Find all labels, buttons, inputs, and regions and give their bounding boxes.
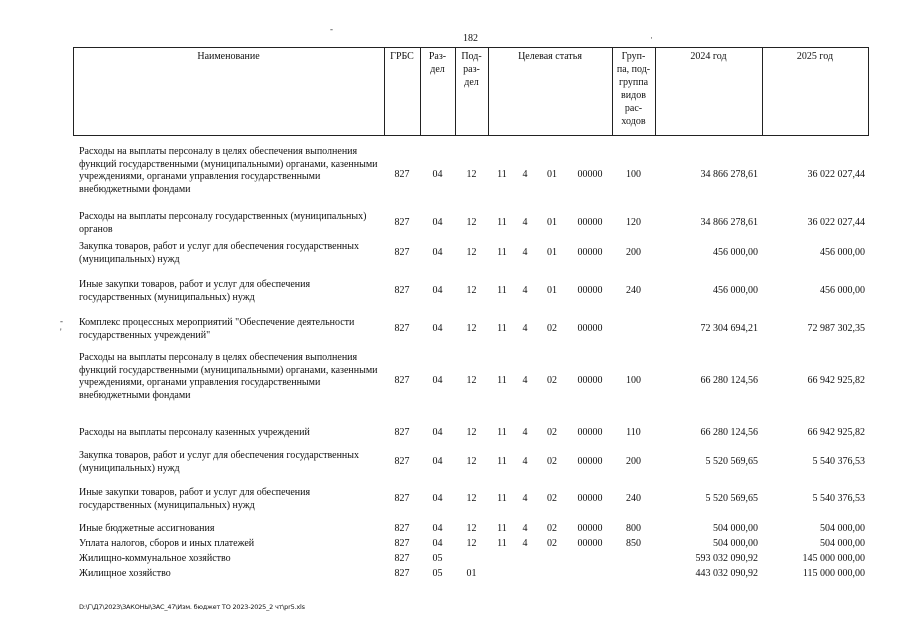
row-podrazdel: 12 xyxy=(466,217,477,228)
row-podrazdel: 12 xyxy=(466,247,477,258)
row-t1: 11 xyxy=(497,523,507,534)
row-podrazdel: 12 xyxy=(466,169,477,180)
row-name: Жилищно-коммунальное хозяйство xyxy=(79,553,231,564)
row-t2: 4 xyxy=(522,456,528,467)
row-name: Закупка товаров, работ и услуг для обеспечения государственных (муниципальных) нужд xyxy=(79,450,360,474)
row-t3: 01 xyxy=(547,217,557,228)
row-podrazdel: 12 xyxy=(466,538,477,549)
row-podrazdel: 12 xyxy=(466,323,477,334)
footer-file-path: D:\Г\Д7\2023\ЗАКОНЫ\ЗАС_47\Изм. бюджет ТО 2023-2025_2 чт\pr5.xls xyxy=(79,603,305,611)
table-row xyxy=(0,553,905,567)
row-group: 800 xyxy=(626,523,641,534)
row-2024-amount: 456 000,00 xyxy=(713,285,758,296)
row-2024-amount: 5 520 569,65 xyxy=(705,493,758,504)
row-t2: 4 xyxy=(522,323,528,334)
row-group: 240 xyxy=(626,493,641,504)
row-name: Расходы на выплаты персоналу в целях обеспечения выполнения функций государственными (муниципальными) органами, казенными учреждениями, органами управления государственными внебюджетными фондами xyxy=(79,352,378,401)
row-razdel: 04 xyxy=(432,493,443,504)
row-t4: 00000 xyxy=(577,169,603,180)
row-2025-amount: 5 540 376,53 xyxy=(812,456,865,467)
header-2024: 2024 год xyxy=(690,51,727,62)
row-grbs: 827 xyxy=(394,427,410,438)
row-2025-amount: 504 000,00 xyxy=(820,523,865,534)
row-2025-amount: 504 000,00 xyxy=(820,538,865,549)
table-row xyxy=(0,279,905,305)
row-2024-amount: 34 866 278,61 xyxy=(700,169,758,180)
row-2025-amount: 66 942 925,82 xyxy=(807,427,865,438)
row-razdel: 04 xyxy=(432,523,443,534)
row-t4: 00000 xyxy=(577,538,603,549)
row-t2: 4 xyxy=(522,538,528,549)
row-group: 100 xyxy=(626,169,641,180)
row-t1: 11 xyxy=(497,285,507,296)
table-row xyxy=(0,241,905,267)
table-row xyxy=(0,317,905,343)
row-grbs: 827 xyxy=(394,538,410,549)
row-group: 110 xyxy=(626,427,641,438)
row-t4: 00000 xyxy=(577,493,603,504)
row-t3: 01 xyxy=(547,247,557,258)
row-t1: 11 xyxy=(497,375,507,386)
row-grbs: 827 xyxy=(394,323,410,334)
scan-mark: - xyxy=(60,316,63,326)
row-2025-amount: 5 540 376,53 xyxy=(812,493,865,504)
row-grbs: 827 xyxy=(394,375,410,386)
row-razdel: 05 xyxy=(432,568,443,579)
table-row xyxy=(0,487,905,513)
row-t4: 00000 xyxy=(577,523,603,534)
row-2025-amount: 72 987 302,35 xyxy=(807,323,865,334)
row-t3: 02 xyxy=(547,523,557,534)
row-group: 200 xyxy=(626,247,641,258)
header-2025: 2025 год xyxy=(796,51,834,62)
row-name: Иные закупки товаров, работ и услуг для обеспечения государственных (муниципальных) нужд xyxy=(79,279,311,303)
row-2025-amount: 66 942 925,82 xyxy=(807,375,865,386)
table-row xyxy=(0,427,905,441)
row-2024-amount: 5 520 569,65 xyxy=(705,456,758,467)
row-t4: 00000 xyxy=(577,427,603,438)
row-t2: 4 xyxy=(522,285,528,296)
row-t1: 11 xyxy=(497,217,507,228)
row-t3: 02 xyxy=(547,538,557,549)
header-group: Груп- па, под- группа видов рас- ходов xyxy=(616,51,651,127)
row-grbs: 827 xyxy=(394,523,410,534)
row-t2: 4 xyxy=(522,217,528,228)
row-2025-amount: 115 000 000,00 xyxy=(802,568,865,579)
row-t3: 02 xyxy=(547,456,557,467)
row-t2: 4 xyxy=(522,375,528,386)
header-name: Наименование xyxy=(197,51,260,62)
row-t1: 11 xyxy=(497,427,507,438)
row-2024-amount: 72 304 694,21 xyxy=(700,323,758,334)
row-2025-amount: 456 000,00 xyxy=(820,247,865,258)
row-t2: 4 xyxy=(522,523,528,534)
row-razdel: 04 xyxy=(432,538,443,549)
table-row xyxy=(0,538,905,552)
row-t4: 00000 xyxy=(577,323,603,334)
row-2024-amount: 443 032 090,92 xyxy=(695,568,758,579)
table-top-border xyxy=(73,47,869,48)
row-podrazdel: 12 xyxy=(466,456,477,467)
row-t1: 11 xyxy=(497,456,507,467)
row-name: Иные бюджетные ассигнования xyxy=(79,523,215,534)
row-t3: 01 xyxy=(547,169,557,180)
row-2024-amount: 504 000,00 xyxy=(713,538,758,549)
header-razdel: Раз- дел xyxy=(428,51,447,75)
row-t1: 11 xyxy=(497,247,507,258)
row-t3: 02 xyxy=(547,375,557,386)
row-podrazdel: 12 xyxy=(466,493,477,504)
row-t2: 4 xyxy=(522,427,528,438)
row-group: 120 xyxy=(626,217,641,228)
row-t3: 02 xyxy=(547,493,557,504)
scan-mark: - xyxy=(330,24,333,34)
row-grbs: 827 xyxy=(394,568,410,579)
row-razdel: 04 xyxy=(432,456,443,467)
row-2024-amount: 593 032 090,92 xyxy=(695,553,758,564)
row-razdel: 04 xyxy=(432,247,443,258)
row-2024-amount: 456 000,00 xyxy=(713,247,758,258)
row-2025-amount: 456 000,00 xyxy=(820,285,865,296)
header-grbs: ГРБС xyxy=(390,51,414,62)
row-t2: 4 xyxy=(522,169,528,180)
row-t2: 4 xyxy=(522,247,528,258)
row-t2: 4 xyxy=(522,493,528,504)
row-grbs: 827 xyxy=(394,553,410,564)
row-podrazdel: 01 xyxy=(466,568,477,579)
row-t4: 00000 xyxy=(577,285,603,296)
row-2024-amount: 34 866 278,61 xyxy=(700,217,758,228)
scan-mark: ' xyxy=(60,327,62,337)
row-2025-amount: 145 000 000,00 xyxy=(802,553,865,564)
row-t4: 00000 xyxy=(577,456,603,467)
scan-mark: · xyxy=(650,33,653,43)
row-name: Уплата налогов, сборов и иных платежей xyxy=(79,538,255,549)
row-razdel: 04 xyxy=(432,375,443,386)
row-group: 200 xyxy=(626,456,641,467)
row-grbs: 827 xyxy=(394,169,410,180)
row-t1: 11 xyxy=(497,323,507,334)
table-row xyxy=(0,568,905,582)
row-name: Расходы на выплаты персоналу казенных учреждений xyxy=(79,427,310,438)
row-grbs: 827 xyxy=(394,456,410,467)
row-razdel: 05 xyxy=(432,553,443,564)
row-podrazdel: 12 xyxy=(466,427,477,438)
row-group: 850 xyxy=(626,538,641,549)
row-2024-amount: 504 000,00 xyxy=(713,523,758,534)
row-razdel: 04 xyxy=(432,217,443,228)
row-t4: 00000 xyxy=(577,217,603,228)
row-podrazdel: 12 xyxy=(466,375,477,386)
row-name: Комплекс процессных мероприятий "Обеспечение деятельности государственных учреждений" xyxy=(79,317,355,341)
table-row xyxy=(0,450,905,476)
row-name: Расходы на выплаты персоналу государственных (муниципальных) органов xyxy=(79,211,367,235)
header-podrazdel: Под- раз- дел xyxy=(461,51,482,88)
table-row xyxy=(0,523,905,537)
table-row xyxy=(0,211,905,237)
row-2025-amount: 36 022 027,44 xyxy=(807,169,865,180)
row-name: Расходы на выплаты персоналу в целях обеспечения выполнения функций государственными (муниципальными) органами, казенными учреждениями, органами управления государственными внебюджетными фондами xyxy=(79,146,378,195)
row-t1: 11 xyxy=(497,493,507,504)
row-podrazdel: 12 xyxy=(466,285,477,296)
row-name: Закупка товаров, работ и услуг для обеспечения государственных (муниципальных) нужд xyxy=(79,241,360,265)
row-group: 240 xyxy=(626,285,641,296)
table-header-bottom-border xyxy=(73,135,869,136)
row-t1: 11 xyxy=(497,169,507,180)
table-row xyxy=(0,146,905,206)
row-grbs: 827 xyxy=(394,247,410,258)
row-razdel: 04 xyxy=(432,285,443,296)
row-name: Иные закупки товаров, работ и услуг для обеспечения государственных (муниципальных) нужд xyxy=(79,487,311,511)
row-t1: 11 xyxy=(497,538,507,549)
header-target: Целевая статья xyxy=(518,51,582,62)
row-t3: 02 xyxy=(547,323,557,334)
row-t3: 02 xyxy=(547,427,557,438)
row-name: Жилищное хозяйство xyxy=(79,568,171,579)
col-divider xyxy=(868,47,869,136)
page-number: 182 xyxy=(463,33,478,44)
row-podrazdel: 12 xyxy=(466,523,477,534)
row-razdel: 04 xyxy=(432,323,443,334)
row-group: 100 xyxy=(626,375,641,386)
row-grbs: 827 xyxy=(394,285,410,296)
row-grbs: 827 xyxy=(394,493,410,504)
row-t3: 01 xyxy=(547,285,557,296)
row-razdel: 04 xyxy=(432,427,443,438)
row-2025-amount: 36 022 027,44 xyxy=(807,217,865,228)
row-2024-amount: 66 280 124,56 xyxy=(700,427,758,438)
row-razdel: 04 xyxy=(432,169,443,180)
row-grbs: 827 xyxy=(394,217,410,228)
row-t4: 00000 xyxy=(577,375,603,386)
row-2024-amount: 66 280 124,56 xyxy=(700,375,758,386)
row-t4: 00000 xyxy=(577,247,603,258)
table-row xyxy=(0,352,905,412)
